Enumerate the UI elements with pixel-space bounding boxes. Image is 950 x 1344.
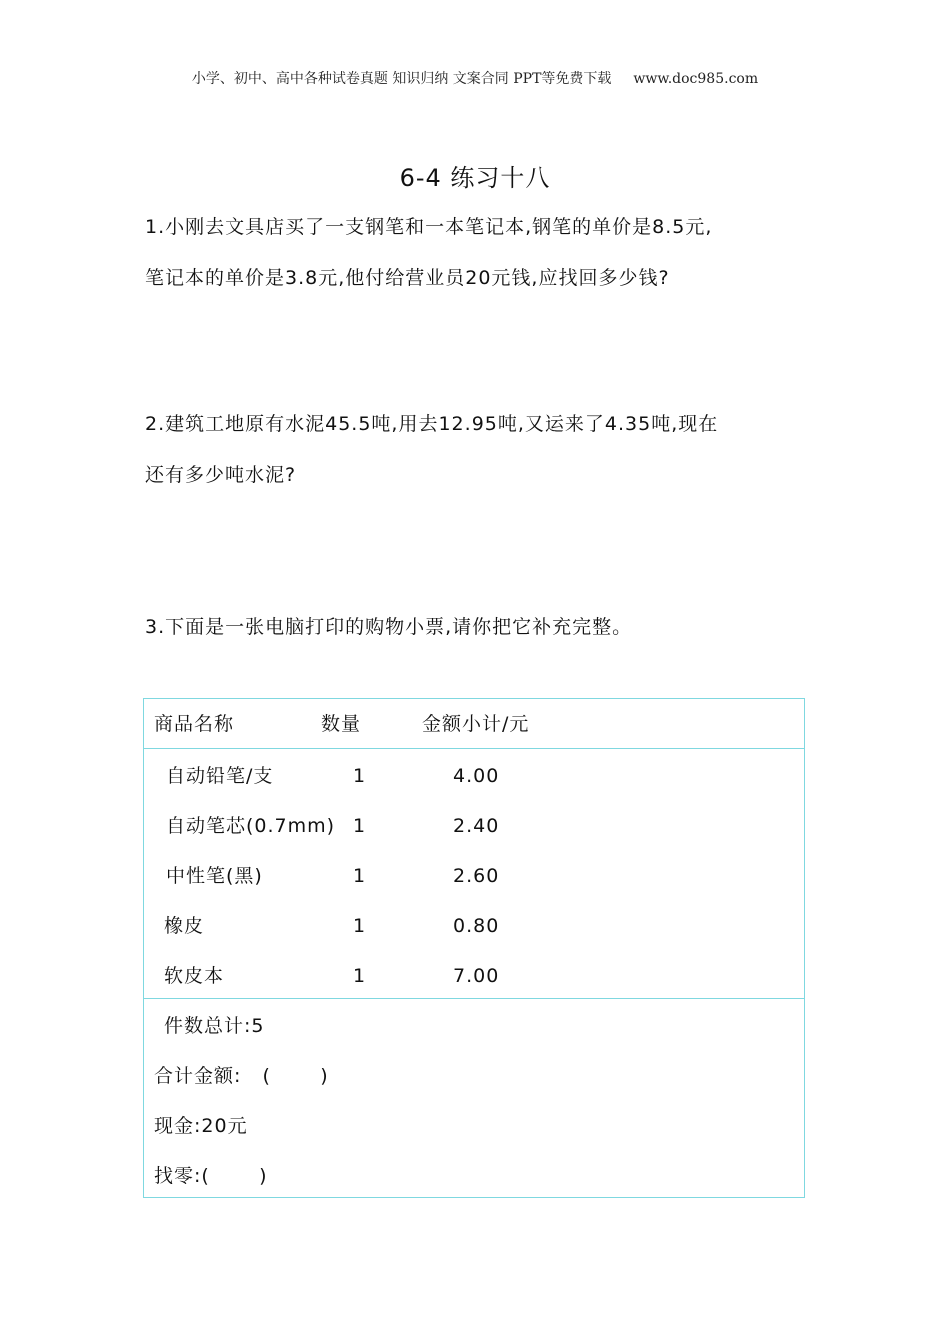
receipt-header-amount: 金额小计/元 xyxy=(422,713,530,735)
receipt-item-qty: 1 xyxy=(353,965,367,987)
receipt-total-count: 件数总计:5 xyxy=(164,1015,265,1037)
receipt-item-qty: 1 xyxy=(353,915,367,937)
receipt-item-name: 软皮本 xyxy=(164,965,225,987)
receipt-item-qty: 1 xyxy=(353,765,367,787)
receipt-item-qty: 1 xyxy=(353,815,367,837)
receipt-item-amount: 2.60 xyxy=(453,865,500,887)
receipt-item-name: 橡皮 xyxy=(164,915,205,937)
receipt-item-qty: 1 xyxy=(353,865,367,887)
receipt-divider-top xyxy=(144,748,804,749)
question-3-line-1: 3.下面是一张电脑打印的购物小票,请你把它补充完整。 xyxy=(145,616,633,638)
page-title: 6-4 练习十八 xyxy=(399,164,551,192)
header-text: 小学、初中、高中各种试卷真题 知识归纳 文案合同 PPT等免费下载 xyxy=(191,71,612,87)
receipt-header-name: 商品名称 xyxy=(154,713,235,735)
shopping-receipt xyxy=(143,698,805,1198)
question-1-line-2: 笔记本的单价是3.8元,他付给营业员20元钱,应找回多少钱? xyxy=(145,267,670,289)
header-url: www.doc985.com xyxy=(633,71,759,87)
question-1-line-1: 1.小刚去文具店买了一支钢笔和一本笔记本,钢笔的单价是8.5元, xyxy=(145,216,713,238)
receipt-divider-bottom xyxy=(144,998,804,999)
question-2 xyxy=(145,399,815,501)
receipt-cash: 现金:20元 xyxy=(154,1115,248,1137)
receipt-item-amount: 7.00 xyxy=(453,965,500,987)
receipt-item-amount: 2.40 xyxy=(453,815,500,837)
question-2-line-1: 2.建筑工地原有水泥45.5吨,用去12.95吨,又运来了4.35吨,现在 xyxy=(145,413,719,435)
receipt-change: 找零:( ) xyxy=(154,1165,268,1187)
question-2-line-2: 还有多少吨水泥? xyxy=(145,464,297,486)
receipt-header-qty: 数量 xyxy=(321,713,362,735)
question-3 xyxy=(145,602,815,653)
receipt-item-name: 自动笔芯(0.7mm) xyxy=(166,815,336,837)
receipt-item-amount: 4.00 xyxy=(453,765,500,787)
receipt-item-name: 自动铅笔/支 xyxy=(166,765,274,787)
receipt-item-amount: 0.80 xyxy=(453,915,500,937)
receipt-item-name: 中性笔(黑) xyxy=(166,865,263,887)
receipt-total-amount: 合计金额: ( ) xyxy=(154,1065,329,1087)
question-1 xyxy=(145,202,815,304)
page-header xyxy=(0,68,950,88)
